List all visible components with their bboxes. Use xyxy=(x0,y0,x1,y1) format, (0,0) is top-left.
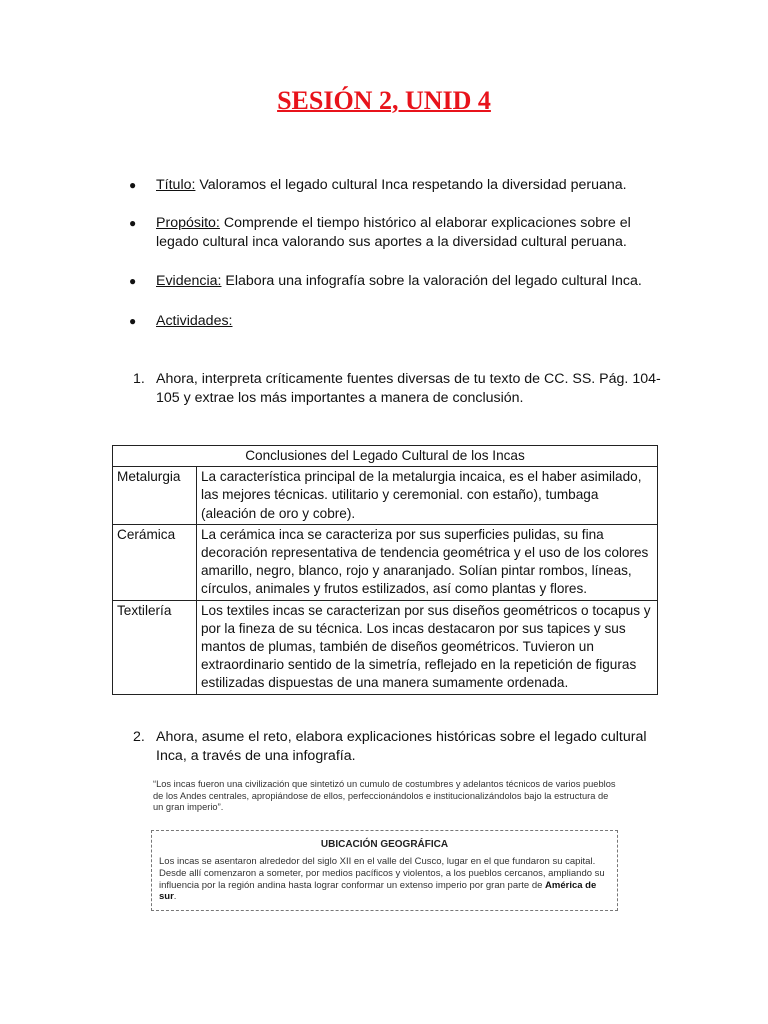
bullet-text: Elabora una infografía sobre la valoración del legado cultural Inca. xyxy=(221,273,642,289)
infographic-excerpt xyxy=(150,779,620,903)
table-header: Conclusiones del Legado Cultural de los Incas xyxy=(113,446,658,467)
table-cell: Los textiles incas se caracterizan por sus diseños geométricos o tocapus y por la fineza de su técnica. Los incas destacaron por sus tapices y sus mantos de plumas, también de diseños geométricos. Tuvieron un extraordinario sentido de la simetría, reflejado en la repetición de figuras estilizadas dispuestas de una manera sumamente ordenada. xyxy=(197,600,658,694)
box-text: Los incas se asentaron alrededor del siglo XII en el valle del Cusco, lugar en el que fundaron su capital. Desde allí comenzaron a someter, por medios pacíficos y violentos, a los pueblos cercanos, ampliando su influencia por la región andina hasta lograr conformar un extenso imperio por gran parte de xyxy=(159,856,605,891)
table-category: Metalurgia xyxy=(113,467,197,525)
table-category: Cerámica xyxy=(113,524,197,600)
bullet-label: Actividades: xyxy=(156,313,233,329)
box-bold: América de sur xyxy=(159,879,597,903)
table-category: Textilería xyxy=(113,600,197,694)
infographic-quote: “Los incas fueron una civilización que sintetizó un cumulo de costumbres y adelantos técnicos de varios pueblos de los Andes centrales, apropiándose de ellos, perfeccionándolos e institucionalizándolos bajo la estructura de un gran imperio”. xyxy=(153,779,616,812)
box-title: UBICACIÓN GEOGRÁFICA xyxy=(320,839,449,850)
table-row xyxy=(113,524,658,600)
bullet-label: Evidencia: xyxy=(156,273,222,289)
page-title: SESIÓN 2, UNID 4 xyxy=(277,86,491,115)
bullet-icon: ● xyxy=(129,216,137,230)
activity-text: Ahora, asume el reto, elabora explicaciones históricas sobre el legado cultural Inca, a través de una infografía. xyxy=(156,729,647,764)
geographic-location-box xyxy=(151,830,618,911)
activity-number: 1. xyxy=(133,371,145,387)
table-header-row xyxy=(113,446,658,467)
bullet-icon: ● xyxy=(129,178,137,192)
bullet-label: Propósito: xyxy=(156,215,220,231)
bullet-text: Comprende el tiempo histórico al elaborar explicaciones sobre el legado cultural inca valorando sus aportes a la diversidad cultural peruana. xyxy=(156,215,631,250)
table-cell: La característica principal de la metalurgia incaica, es el haber asimilado, las mejores técnicas. utilitario y ceremonial. con estaño), tumbaga (aleación de oro y cobre). xyxy=(197,467,658,525)
bullet-label: Título: xyxy=(156,177,196,193)
table-row xyxy=(113,600,658,694)
bullet-icon: ● xyxy=(129,274,137,288)
box-end: . xyxy=(173,891,177,903)
activity-text: Ahora, interpreta críticamente fuentes diversas de tu texto de CC. SS. Pág. 104-105 y extrae los más importantes a manera de conclusión. xyxy=(156,371,661,406)
activity-number: 2. xyxy=(133,729,145,745)
table-row xyxy=(113,467,658,525)
box-body xyxy=(159,856,611,903)
bullet-text: Valoramos el legado cultural Inca respetando la diversidad peruana. xyxy=(195,177,627,193)
table-cell: La cerámica inca se caracteriza por sus superficies pulidas, su fina decoración representativa de tendencia geométrica y el uso de los colores amarillo, negro, blanco, rojo y anaranjado. Solían pintar rombos, líneas, círculos, animales y frutos estilizados, así como plantas y flores. xyxy=(197,524,658,600)
bullet-icon: ● xyxy=(129,314,137,328)
conclusions-table xyxy=(112,445,658,695)
